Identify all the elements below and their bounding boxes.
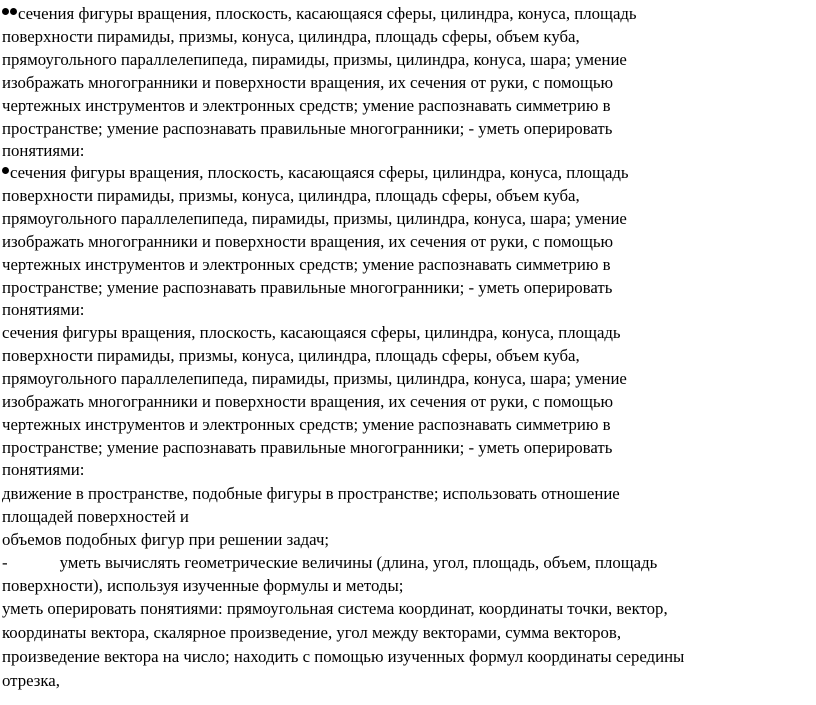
paragraph-3-line-2: поверхности пирамиды, призмы, конуса, цилиндра, площадь сферы, объем куба, <box>2 346 580 365</box>
list-dash: - <box>2 553 8 572</box>
paragraph-3-line-7: понятиями: <box>2 460 85 479</box>
paragraph-3-line-6: пространстве; умение распознавать правильные многогранники; - уметь оперировать <box>2 438 613 457</box>
paragraph-6-line-1: уметь оперировать понятиями: прямоугольная система координат, координаты точки, вектор, <box>2 599 668 618</box>
paragraph-3-line-3: прямоугольного параллелепипеда, пирамиды, призмы, цилиндра, конуса, шара; умение <box>2 369 627 388</box>
paragraph-2-line-2: поверхности пирамиды, призмы, конуса, цилиндра, площадь сферы, объем куба, <box>2 186 580 205</box>
paragraph-4-line-1: движение в пространстве, подобные фигуры в пространстве; использовать отношение <box>2 484 620 503</box>
bullet-icon <box>10 8 17 15</box>
paragraph-2-line-1: сечения фигуры вращения, плоскость, касающаяся сферы, цилиндра, конуса, площадь <box>2 163 629 183</box>
bullet-icon <box>2 8 9 15</box>
paragraph-2-line-4: изображать многогранники и поверхности вращения, их сечения от руки, с помощью <box>2 232 614 251</box>
paragraph-2-line-3: прямоугольного параллелепипеда, пирамиды, призмы, цилиндра, конуса, шара; умение <box>2 209 627 228</box>
paragraph-2-line-7: понятиями: <box>2 300 85 319</box>
paragraph-1-line-6: пространстве; умение распознавать правильные многогранники; - уметь оперировать <box>2 119 613 138</box>
paragraph-3-line-5: чертежных инструментов и электронных средств; умение распознавать симметрию в <box>2 415 611 434</box>
paragraph-2-line-6: пространстве; умение распознавать правильные многогранники; - уметь оперировать <box>2 278 613 297</box>
paragraph-3-line-1: сечения фигуры вращения, плоскость, касающаяся сферы, цилиндра, конуса, площадь <box>2 323 621 342</box>
paragraph-1-line-1: сечения фигуры вращения, плоскость, касающаяся сферы, цилиндра, конуса, площадь <box>2 4 637 24</box>
paragraph-5-line-2: поверхности), используя изученные формулы и методы; <box>2 576 404 595</box>
bullet-icon <box>2 167 9 174</box>
paragraph-1-line-5: чертежных инструментов и электронных средств; умение распознавать симметрию в <box>2 96 611 115</box>
paragraph-4-line-3: объемов подобных фигур при решении задач; <box>2 530 330 549</box>
paragraph-4-line-2: площадей поверхностей и <box>2 507 189 526</box>
paragraph-1-line-3: прямоугольного параллелепипеда, пирамиды, призмы, цилиндра, конуса, шара; умение <box>2 50 627 69</box>
paragraph-3-line-4: изображать многогранники и поверхности вращения, их сечения от руки, с помощью <box>2 392 614 411</box>
paragraph-6-line-2: координаты вектора, скалярное произведение, угол между векторами, сумма векторов, <box>2 623 622 642</box>
paragraph-5-line-1: - уметь вычислять геометрические величины (длина, угол, площадь, объем, площадь <box>2 553 658 572</box>
paragraph-6-line-4: отрезка, <box>2 671 60 690</box>
paragraph-1-line-7: понятиями: <box>2 141 85 160</box>
paragraph-2-line-5: чертежных инструментов и электронных средств; умение распознавать симметрию в <box>2 255 611 274</box>
paragraph-6-line-3: произведение вектора на число; находить с помощью изученных формул координаты середины <box>2 647 685 666</box>
paragraph-1-line-2: поверхности пирамиды, призмы, конуса, цилиндра, площадь сферы, объем куба, <box>2 27 580 46</box>
paragraph-1-line-4: изображать многогранники и поверхности вращения, их сечения от руки, с помощью <box>2 73 614 92</box>
